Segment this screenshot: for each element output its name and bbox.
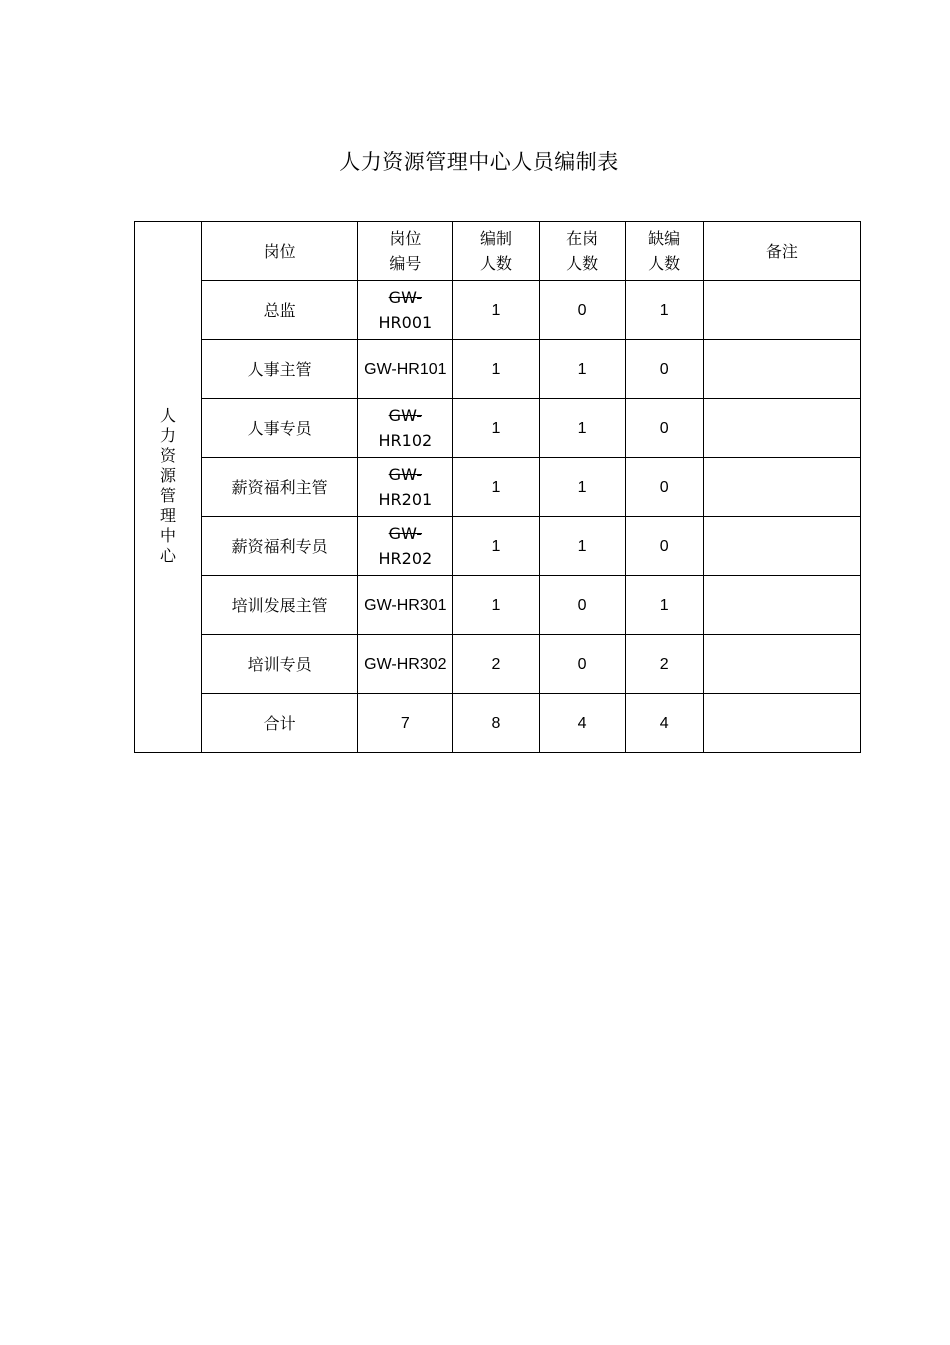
table-row [135,576,861,635]
code-cell: GW-HR301 [358,576,453,635]
onduty-cell: 0 [539,635,625,694]
total-quota: 8 [453,694,539,753]
onduty-cell: 0 [539,281,625,340]
table-row [135,340,861,399]
staffing-table [134,221,861,753]
remark-cell [703,458,860,517]
position-cell: 培训专员 [202,635,358,694]
vacancy-cell: 1 [625,281,703,340]
total-code-col: 7 [358,694,453,753]
code-cell: GW-HR302 [358,635,453,694]
quota-cell: 1 [453,576,539,635]
onduty-cell: 0 [539,576,625,635]
vacancy-cell: 0 [625,340,703,399]
table-row [135,458,861,517]
vacancy-cell: 0 [625,458,703,517]
header-remark: 备注 [703,222,860,281]
code-cell: GW-HR101 [358,340,453,399]
remark-cell [703,340,860,399]
table-row [135,399,861,458]
table-row [135,635,861,694]
vacancy-cell: 2 [625,635,703,694]
vacancy-cell: 0 [625,517,703,576]
quota-cell: 1 [453,340,539,399]
position-cell: 人事专员 [202,399,358,458]
header-position: 岗位 [202,222,358,281]
header-quota: 编制 人数 [453,222,539,281]
code-cell: GW- HR001 [358,281,453,340]
onduty-cell: 1 [539,399,625,458]
header-row [135,222,861,281]
onduty-cell: 1 [539,458,625,517]
position-cell: 薪资福利主管 [202,458,358,517]
quota-cell: 1 [453,458,539,517]
code-cell: GW- HR201 [358,458,453,517]
position-cell: 薪资福利专员 [202,517,358,576]
vacancy-cell: 1 [625,576,703,635]
position-cell: 总监 [202,281,358,340]
quota-cell: 1 [453,399,539,458]
code-cell: GW- HR202 [358,517,453,576]
onduty-cell: 1 [539,517,625,576]
table-row [135,281,861,340]
total-onduty: 4 [539,694,625,753]
remark-cell [703,635,860,694]
department-label: 人力资源管理中心 [160,406,177,565]
total-label: 合计 [202,694,358,753]
department-cell [135,222,202,753]
remark-cell [703,281,860,340]
quota-cell: 2 [453,635,539,694]
code-cell: GW- HR102 [358,399,453,458]
total-row [135,694,861,753]
position-cell: 培训发展主管 [202,576,358,635]
position-cell: 人事主管 [202,340,358,399]
table-row [135,517,861,576]
remark-cell [703,576,860,635]
remark-cell [703,399,860,458]
remark-cell [703,517,860,576]
onduty-cell: 1 [539,340,625,399]
page-title: 人力资源管理中心人员编制表 [339,150,619,174]
quota-cell: 1 [453,281,539,340]
header-vacancy: 缺编 人数 [625,222,703,281]
total-remark [703,694,860,753]
vacancy-cell: 0 [625,399,703,458]
header-code: 岗位 编号 [358,222,453,281]
header-onduty: 在岗 人数 [539,222,625,281]
quota-cell: 1 [453,517,539,576]
total-vacancy: 4 [625,694,703,753]
